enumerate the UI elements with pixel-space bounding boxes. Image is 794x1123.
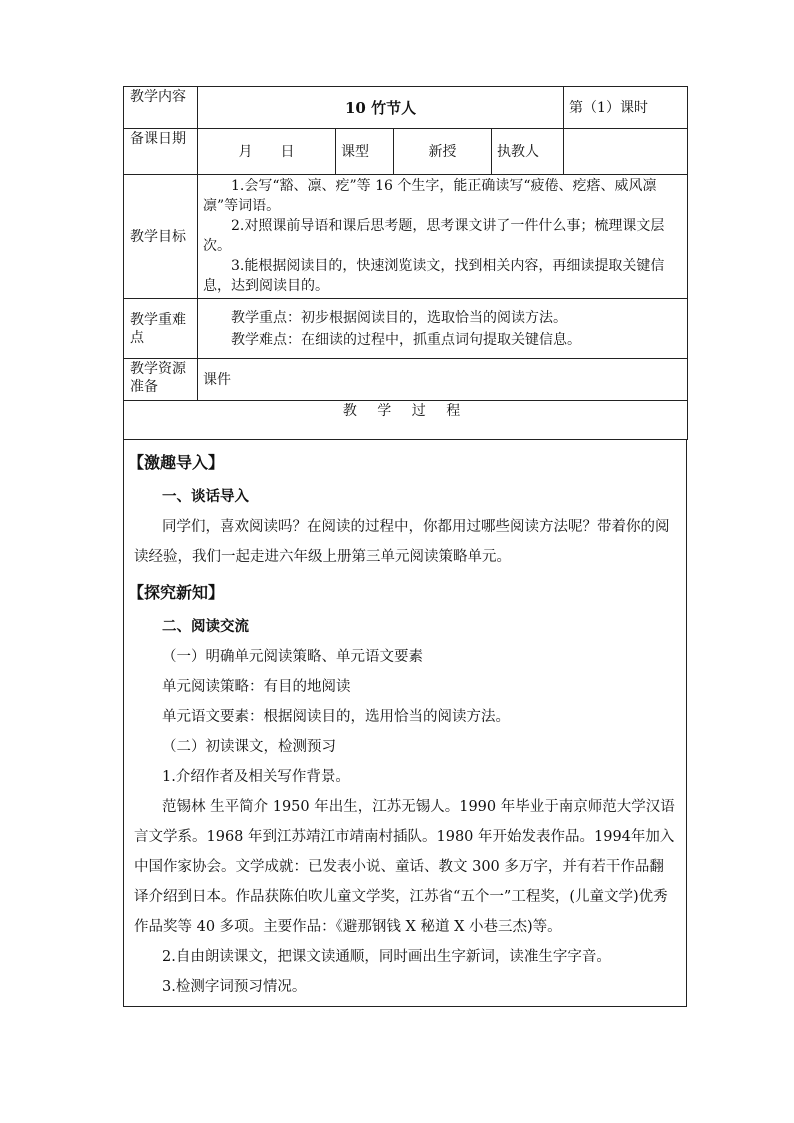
objective-item: 2.对照课前导语和课后思考题，思考课文讲了一件什么事；梳理课文层次。: [203, 218, 665, 254]
key-points-cell: [198, 299, 688, 359]
objectives-label: 教学目标: [124, 175, 198, 299]
teacher-label: 执教人: [492, 129, 564, 175]
objectives-row: [124, 175, 688, 299]
unit-strategy: 单元阅读策略：有目的地阅读: [162, 679, 351, 695]
objective-item: 1.会写“豁、凛、疙”等 16 个生字，能正确读写“疲倦、疙瘩、威风凛凛”等词语。: [203, 178, 657, 214]
key-points-row: [124, 299, 688, 359]
author-bio: 范锡林 生平简介 1950 年出生，江苏无锡人。1990 年毕业于南京师范大学汉语言文学系。1968 年到江苏靖江市靖南村插队。1980 年开始发表作品。1994年加入中国作家协会。文学成就：已发表小说、童话、教文 300 多万字，并有若干作品翻译介绍到日本。作品获陈伯吹儿童文学奖，江苏省“五个一”工程奖，(儿童文学)优秀作品奖等 40 多项。主要作品：《避那钢钱 X 秘道 X 小巷三杰)等。: [134, 799, 675, 935]
period-label: 第（1）课时: [564, 87, 688, 129]
item-one: 1.介绍作者及相关写作背景。: [162, 769, 350, 785]
section-title-explore: 【探究新知】: [128, 583, 225, 602]
subsection-title-talk: 一、谈话导入: [162, 488, 249, 505]
item-two: 2.自由朗读课文，把课文读通顺，同时画出生字新词，读准生字字音。: [162, 949, 611, 965]
unit-elements: 单元语文要素：根据阅读目的，选用恰当的阅读方法。: [162, 709, 510, 725]
teaching-focus: 教学重点：初步根据阅读目的，选取恰当的阅读方法。: [231, 309, 567, 326]
intro-paragraph: 同学们，喜欢阅读吗？在阅读的过程中，你都用过哪些阅读方法呢？带着你的阅读经验，我们一起走进六年级上册第三单元阅读策略单元。: [134, 519, 670, 565]
section-title-warmup: 【激趣导入】: [128, 453, 225, 472]
prep-row: [124, 129, 688, 175]
item-three: 3.检测字词预习情况。: [162, 979, 307, 995]
teacher-value: [564, 129, 688, 175]
resources-value: 课件: [198, 359, 688, 401]
date-label: 备课日期: [124, 129, 198, 175]
key-points-label: 教学重难点: [124, 299, 198, 359]
process-heading: 教 学 过 程: [124, 401, 688, 440]
resources-row: [124, 359, 688, 401]
subsection-title-reading: 二、阅读交流: [162, 618, 249, 635]
teaching-difficulty: 教学难点：在细读的过程中，抓重点词句提取关键信息。: [231, 331, 581, 348]
resources-label: 教学资源准备: [124, 359, 198, 401]
lesson-plan-table: [123, 86, 688, 440]
content-row: [124, 87, 688, 129]
lesson-plan-page: [123, 86, 687, 1007]
type-value: 新授: [394, 129, 492, 175]
step-two: （二）初读课文，检测预习: [162, 739, 336, 755]
step-one: （一）明确单元阅读策略、单元语文要素: [162, 649, 423, 665]
objectives-list: [198, 175, 688, 299]
date-value: 月 日: [198, 129, 336, 175]
objective-item: 3.能根据阅读目的，快速浏览读文，找到相关内容，再细读提取关键信息，达到阅读目的。: [203, 258, 665, 294]
lesson-title: 10 竹节人: [198, 87, 564, 129]
teaching-process-body: [123, 440, 687, 1007]
process-heading-row: [124, 401, 688, 440]
type-label: 课型: [336, 129, 394, 175]
content-label: 教学内容: [124, 87, 198, 129]
